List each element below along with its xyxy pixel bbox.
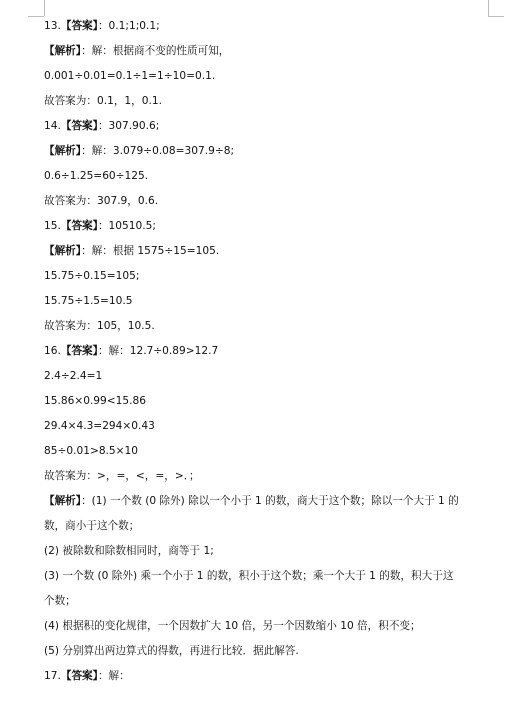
text-line bbox=[44, 619, 496, 633]
question-number: 16. bbox=[44, 345, 61, 357]
text-line bbox=[44, 394, 496, 408]
question-number: 13. bbox=[44, 20, 61, 32]
answer-label: 【答案】 bbox=[60, 120, 98, 132]
line-text: 15.75÷1.5=10.5 bbox=[44, 295, 133, 307]
text-line bbox=[44, 319, 496, 333]
line-text: 15.75÷0.15=105; bbox=[44, 270, 140, 282]
line-text: ：解：3.079÷0.08=307.9÷8; bbox=[81, 145, 235, 157]
text-line bbox=[44, 269, 496, 283]
question-number: 14. bbox=[44, 120, 61, 132]
text-line bbox=[44, 119, 496, 133]
analysis-label: 【解析】 bbox=[44, 245, 82, 257]
question-number: 17. bbox=[44, 670, 61, 682]
line-text: ：解：12.7÷0.89>12.7 bbox=[97, 345, 219, 357]
line-text: 数，商小于这个数； bbox=[44, 520, 140, 532]
line-text: (3) 一个数 (0 除外) 乘一个小于 1 的数，积小于这个数；乘一个大于 1 的数，积大于这 bbox=[44, 570, 454, 582]
text-line bbox=[44, 444, 496, 458]
line-text: (2) 被除数和除数相同时，商等于 1; bbox=[44, 545, 214, 557]
text-line bbox=[44, 544, 496, 558]
text-line bbox=[44, 169, 496, 183]
page-corner-mark-right bbox=[488, 0, 489, 16]
line-text: 个数； bbox=[44, 595, 76, 607]
line-text: ：10510.5; bbox=[97, 220, 156, 232]
text-line bbox=[44, 294, 496, 308]
line-text: 2.4÷2.4=1 bbox=[44, 370, 103, 382]
text-line bbox=[44, 244, 496, 258]
line-text: 故答案为：>，=，<，=，>．； bbox=[44, 470, 200, 482]
text-line bbox=[44, 69, 496, 83]
analysis-label: 【解析】 bbox=[44, 495, 82, 507]
answer-label: 【答案】 bbox=[60, 220, 98, 232]
line-text: 0.001÷0.01=0.1÷1=1÷10=0.1. bbox=[44, 70, 216, 82]
line-text: ：解：根据商不变的性质可知， bbox=[81, 45, 230, 57]
answer-label: 【答案】 bbox=[60, 670, 98, 682]
line-text: (5) 分别算出两边算式的得数，再进行比较．据此解答. bbox=[44, 645, 299, 657]
text-line bbox=[44, 94, 496, 108]
line-text: 故答案为：307.9，0.6. bbox=[44, 195, 159, 207]
text-line bbox=[44, 569, 496, 583]
text-line bbox=[44, 594, 496, 608]
text-line bbox=[44, 369, 496, 383]
text-line bbox=[44, 194, 496, 208]
text-line bbox=[44, 144, 496, 158]
line-text: (4) 根据积的变化规律，一个因数扩大 10 倍，另一个因数缩小 10 倍，积不变； bbox=[44, 620, 421, 632]
line-text: 29.4×4.3=294×0.43 bbox=[44, 420, 155, 432]
line-text: ：(1) 一个数 (0 除外) 除以一个小于 1 的数，商大于这个数；除以一个大于 1 的 bbox=[81, 495, 459, 507]
text-line bbox=[44, 469, 496, 483]
document-page bbox=[44, 19, 496, 694]
text-line bbox=[44, 519, 496, 533]
page-corner-mark-right bbox=[488, 16, 504, 17]
line-text: ：解： bbox=[97, 670, 130, 682]
line-text: ：解：根据 1575÷15=105. bbox=[81, 245, 220, 257]
line-text: ：307.90.6; bbox=[97, 120, 160, 132]
text-line bbox=[44, 19, 496, 33]
text-line bbox=[44, 419, 496, 433]
analysis-label: 【解析】 bbox=[44, 45, 82, 57]
line-text: 85÷0.01>8.5×10 bbox=[44, 445, 139, 457]
answer-label: 【答案】 bbox=[60, 345, 98, 357]
text-line bbox=[44, 44, 496, 58]
question-number: 15. bbox=[44, 220, 61, 232]
text-line bbox=[44, 494, 496, 508]
line-text: 15.86×0.99<15.86 bbox=[44, 395, 146, 407]
line-text: ：0.1;1;0.1; bbox=[97, 20, 160, 32]
text-line bbox=[44, 344, 496, 358]
page-corner-mark-left bbox=[44, 0, 45, 16]
analysis-label: 【解析】 bbox=[44, 145, 82, 157]
line-text: 0.6÷1.25=60÷125. bbox=[44, 170, 149, 182]
text-line bbox=[44, 644, 496, 658]
text-line bbox=[44, 219, 496, 233]
line-text: 故答案为：0.1，1，0.1. bbox=[44, 95, 162, 107]
text-line bbox=[44, 669, 496, 683]
page-corner-mark-left bbox=[28, 16, 44, 17]
line-text: 故答案为：105，10.5. bbox=[44, 320, 155, 332]
answer-label: 【答案】 bbox=[60, 20, 98, 32]
